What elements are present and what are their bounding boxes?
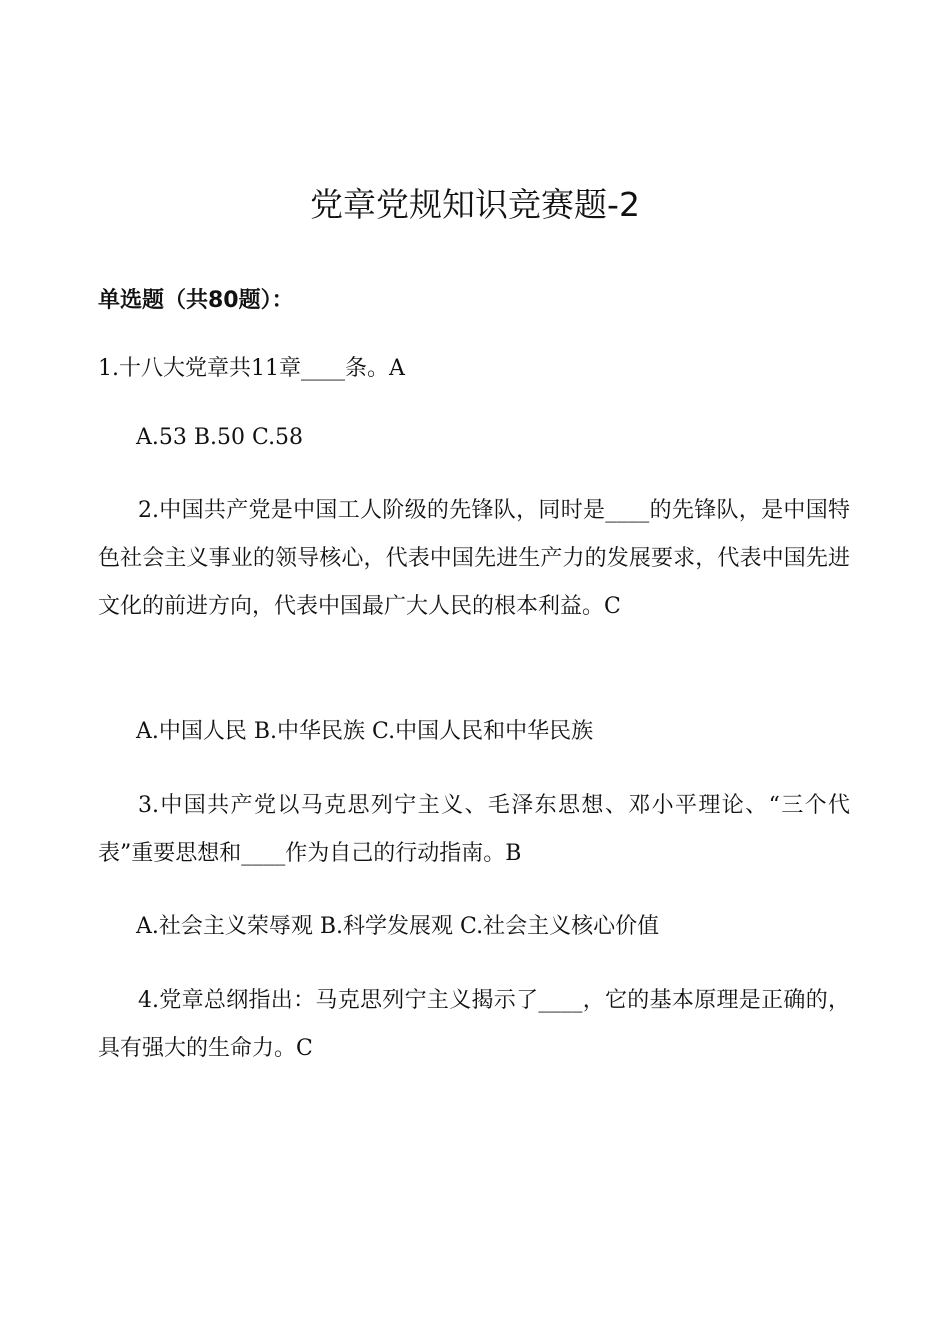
document-title: 党章党规知识竞赛题-2 <box>310 185 640 224</box>
question-3: 3.中国共产党以马克思列宁主义、毛泽东思想、邓小平理论、“三个代表”重要思想和____作为自己的行动指南。B <box>98 793 850 866</box>
question-1: 1.十八大党章共11章____条。A <box>98 356 405 381</box>
question-2-options: A.中国人民 B.中华民族 C.中国人民和中华民族 <box>136 719 594 744</box>
question-1-options: A.53 B.50 C.58 <box>136 425 304 450</box>
question-3-options: A.社会主义荣辱观 B.科学发展观 C.社会主义核心价值 <box>136 914 660 939</box>
section-heading: 单选题（共80题）： <box>98 288 294 313</box>
question-2: 2.中国共产党是中国工人阶级的先锋队，同时是____的先锋队，是中国特色社会主义事业的领导核心，代表中国先进生产力的发展要求，代表中国先进文化的前进方向，代表中国最广大人民的根本利益。C <box>98 498 850 619</box>
question-4: 4.党章总纲指出：马克思列宁主义揭示了____，它的基本原理是正确的，具有强大的生命力。C <box>98 988 850 1061</box>
